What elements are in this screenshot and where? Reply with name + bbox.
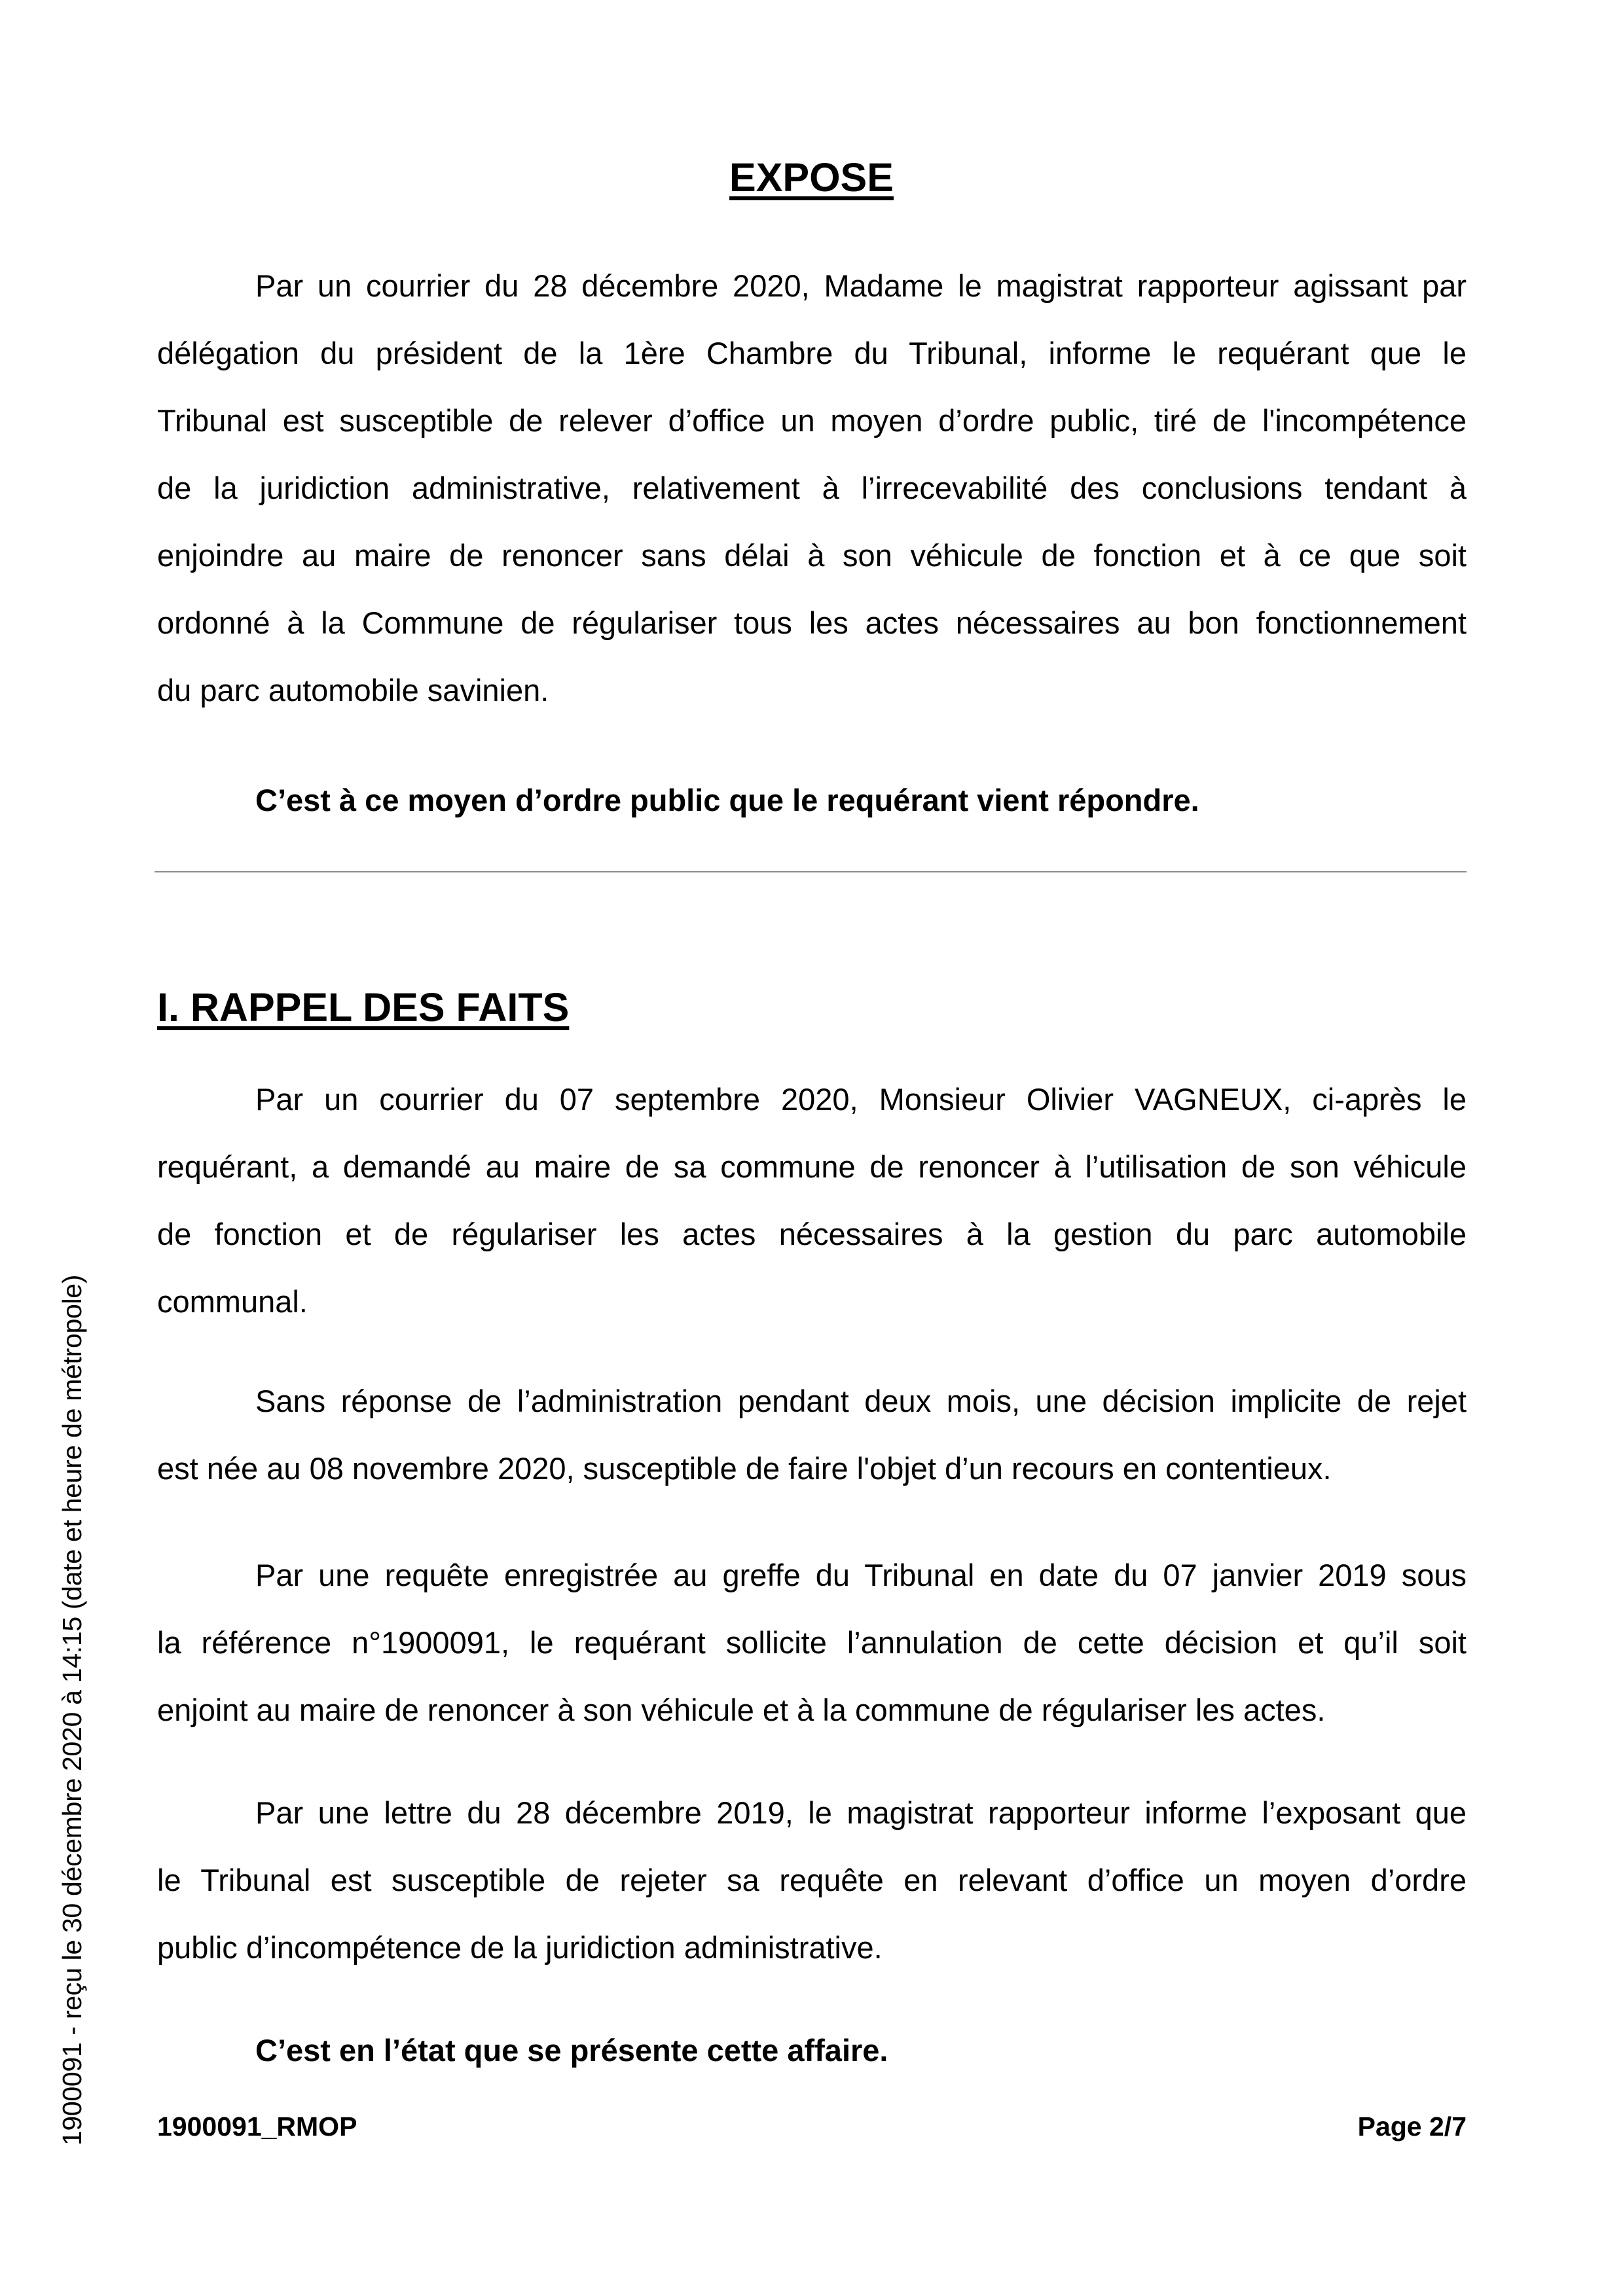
footer-reference: 1900091_RMOP [157, 2111, 357, 2142]
facts-conclusion [157, 2017, 1467, 2084]
paragraph-line: est née au 08 novembre 2020, susceptible de faire l'objet d’un recours en contentieux. [157, 1451, 1332, 1486]
paragraph-line: de fonction et de régulariser les actes nécessaires à la gestion du parc automobile [157, 1217, 1467, 1251]
section-heading-rappel-des-faits: I. RAPPEL DES FAITS [157, 985, 570, 1030]
facts-paragraph-4 [157, 1779, 1467, 1981]
paragraph-line: enjoindre au maire de renoncer sans délai à son véhicule de fonction et à ce que soit [157, 538, 1467, 573]
paragraph-line: enjoint au maire de renoncer à son véhicule et à la commune de régulariser les actes. [157, 1693, 1326, 1727]
facts-paragraph-3 [157, 1541, 1467, 1744]
expose-paragraph [157, 252, 1467, 724]
section-divider [155, 871, 1467, 872]
paragraph-line: Par une lettre du 28 décembre 2019, le magistrat rapporteur informe l’exposant que [255, 1795, 1467, 1830]
paragraph-line: Sans réponse de l’administration pendant deux mois, une décision implicite de rejet [255, 1384, 1467, 1418]
paragraph-line: communal. [157, 1284, 308, 1319]
facts-paragraph-1 [157, 1066, 1467, 1335]
paragraph-line: Par un courrier du 28 décembre 2020, Madame le magistrat rapporteur agissant par [255, 268, 1467, 303]
expose-conclusion [157, 766, 1467, 834]
paragraph-line: la référence n°1900091, le requérant sollicite l’annulation de cette décision et qu’il soit [157, 1625, 1467, 1660]
facts-paragraph-2 [157, 1367, 1467, 1502]
conclusion-line: C’est à ce moyen d’ordre public que le requérant vient répondre. [255, 783, 1199, 817]
paragraph-line: public d’incompétence de la juridiction administrative. [157, 1930, 883, 1965]
footer-page-number: Page 2/7 [1357, 2111, 1467, 2142]
paragraph-line: le Tribunal est susceptible de rejeter sa requête en relevant d’office un moyen d’ordre [157, 1863, 1467, 1897]
paragraph-line: Par une requête enregistrée au greffe du Tribunal en date du 07 janvier 2019 sous [255, 1558, 1467, 1592]
conclusion-line: C’est en l’état que se présente cette affaire. [255, 2033, 888, 2068]
paragraph-line: requérant, a demandé au maire de sa commune de renoncer à l’utilisation de son véhicule [157, 1149, 1467, 1184]
paragraph-line: délégation du président de la 1ère Chambre du Tribunal, informe le requérant que le [157, 336, 1467, 370]
paragraph-line: du parc automobile savinien. [157, 673, 549, 708]
paragraph-line: Par un courrier du 07 septembre 2020, Monsieur Olivier VAGNEUX, ci-après le [255, 1082, 1467, 1117]
paragraph-line: ordonné à la Commune de régulariser tous les actes nécessaires au bon fonctionnement [157, 605, 1467, 640]
receipt-stamp: 1900091 - reçu le 30 décembre 2020 à 14:15 (date et heure de métropole) [57, 1274, 87, 2146]
paragraph-line: Tribunal est susceptible de relever d’office un moyen d’ordre public, tiré de l'incompétence [157, 403, 1467, 438]
page-title: EXPOSE [729, 155, 894, 200]
paragraph-line: de la juridiction administrative, relativement à l’irrecevabilité des conclusions tendant à [157, 471, 1467, 505]
